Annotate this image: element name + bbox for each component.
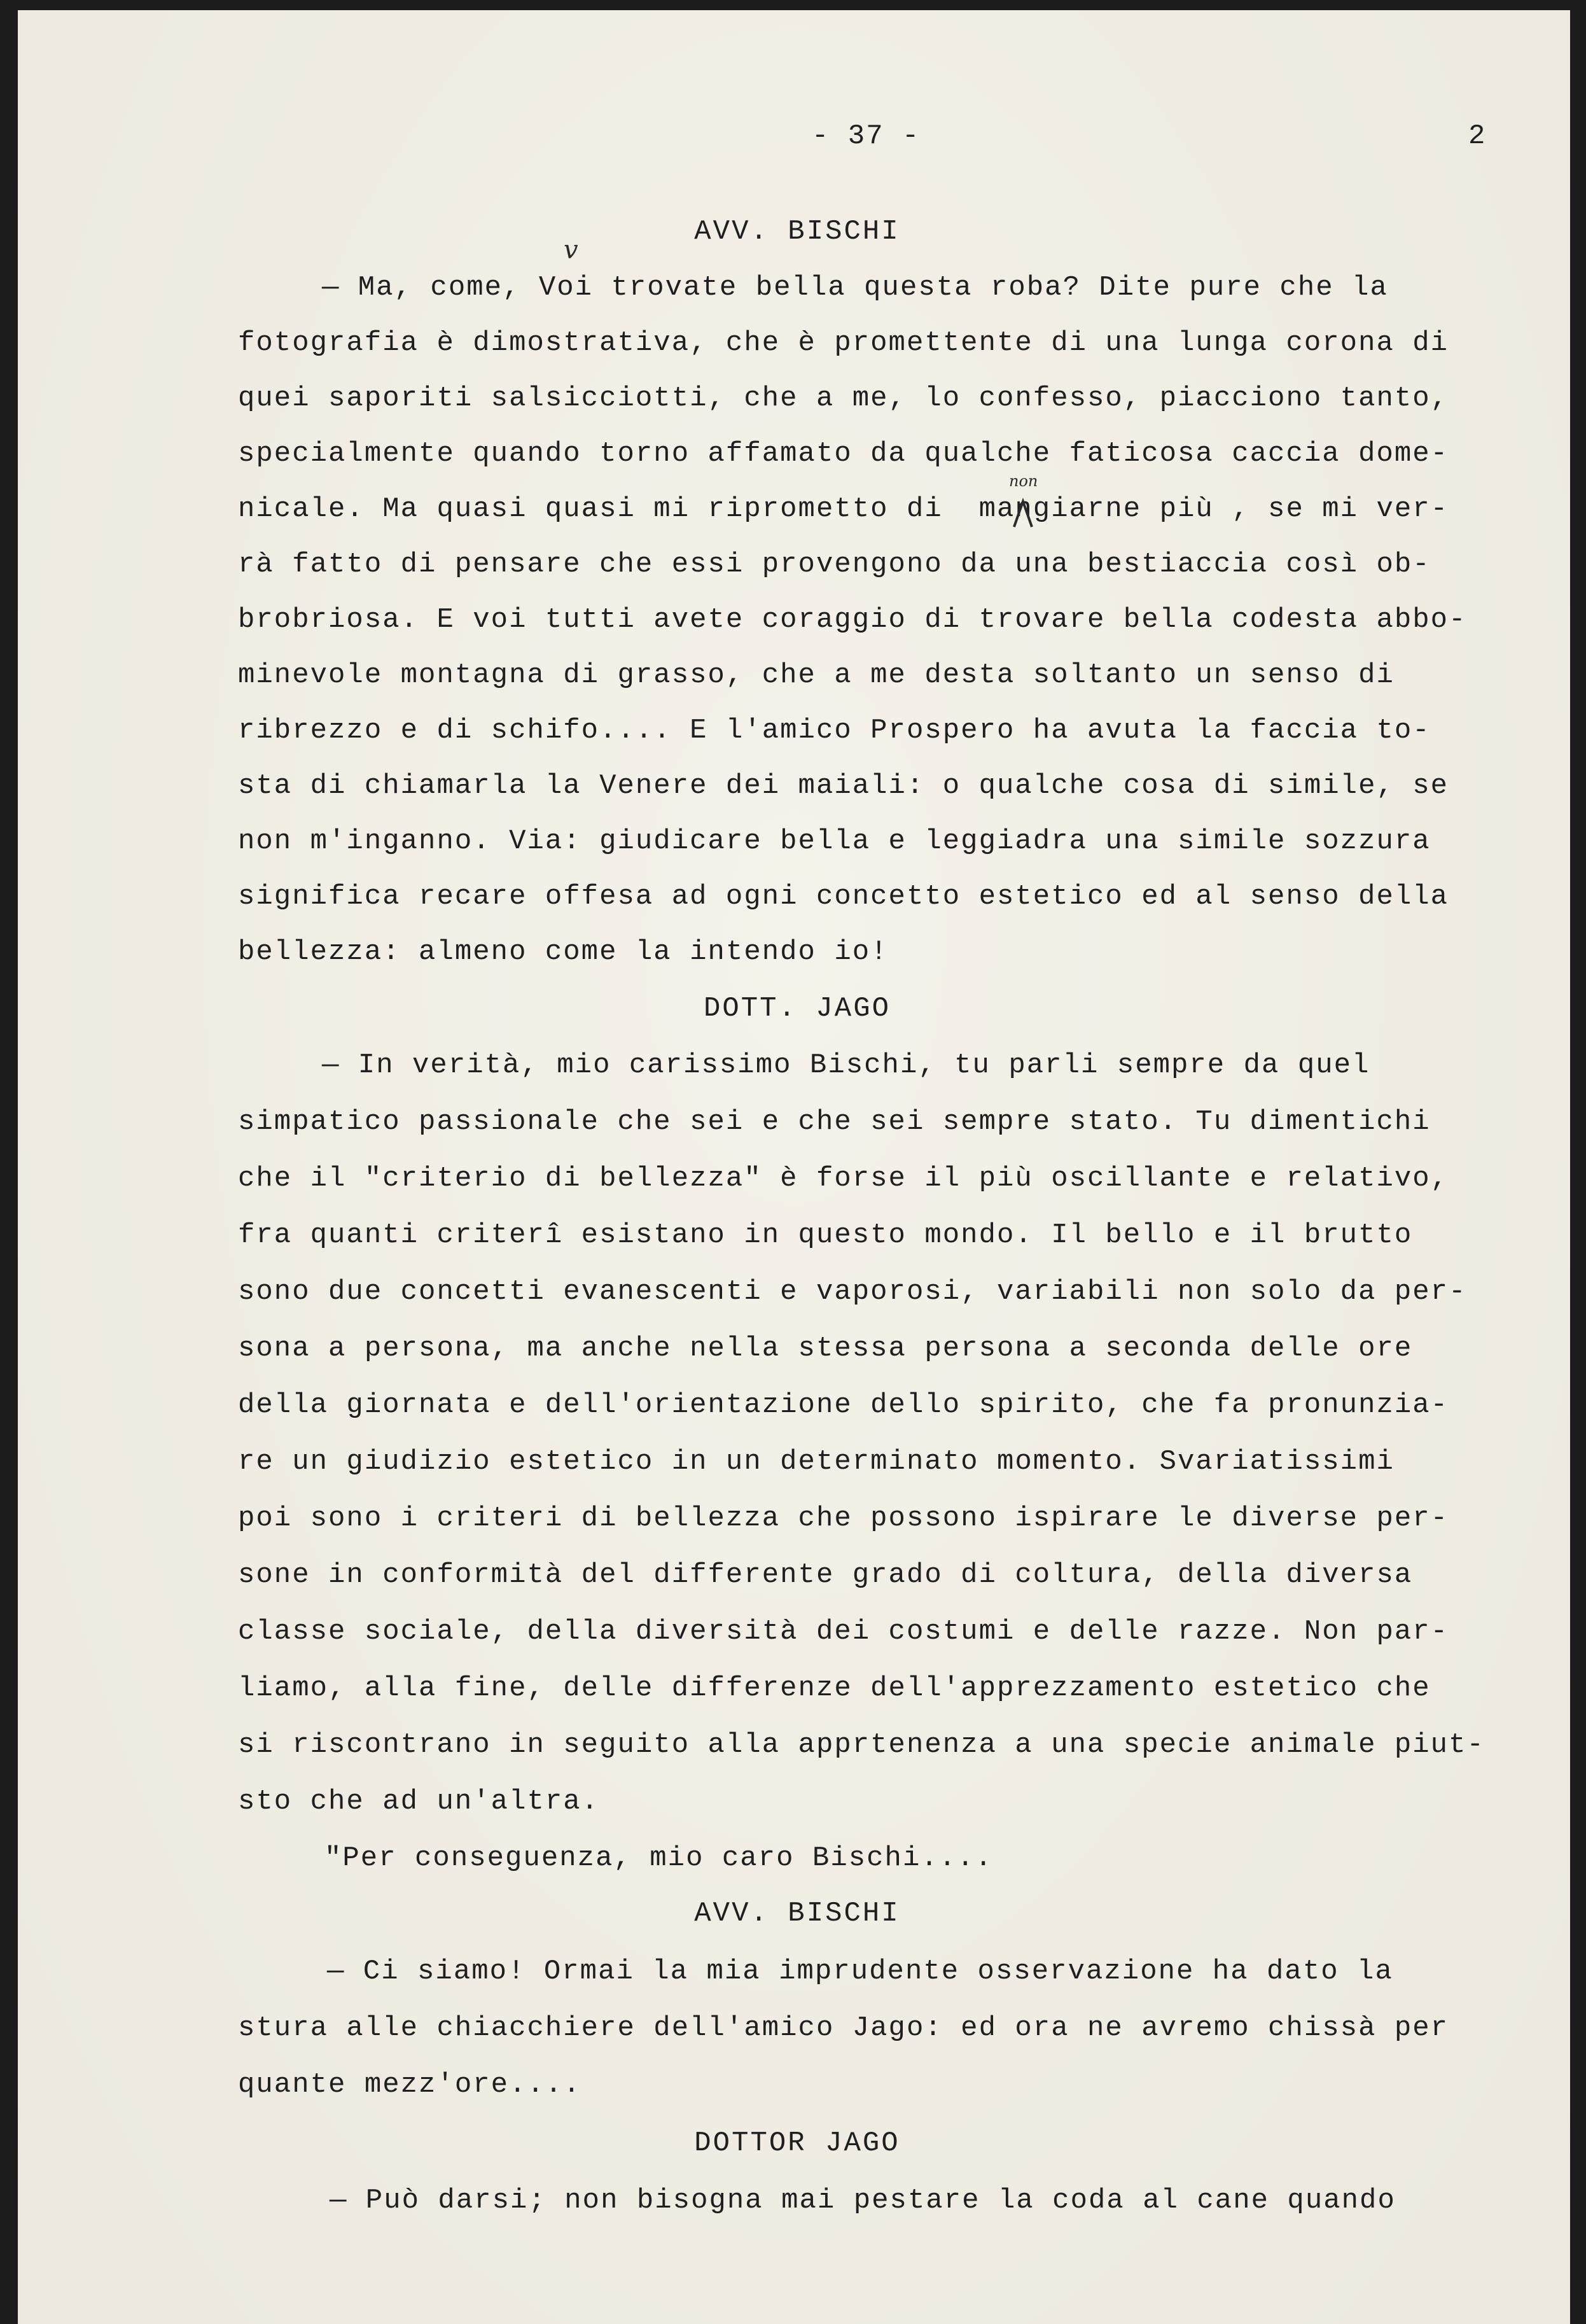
speaker-heading: DOTTOR JAGO [694, 2127, 900, 2159]
text-line: significa recare offesa ad ogni concetto estetico ed al senso della [238, 881, 1449, 913]
handwritten-insertion-non: non [1009, 472, 1038, 490]
text-line: sto che ad un'altra. [238, 1786, 600, 1817]
text-line: fotografia è dimostrativa, che è promettente di una lunga corona di [238, 327, 1449, 359]
text-line: fra quanti criterî esistano in questo mondo. Il bello e il brutto [238, 1219, 1413, 1251]
text-line: re un giudizio estetico in un determinato momento. Svariatissimi [238, 1446, 1395, 1478]
text-line: sona a persona, ma anche nella stessa persona a seconda delle ore [238, 1333, 1413, 1364]
text-line: specialmente quando torno affamato da qualche faticosa caccia dome- [238, 438, 1449, 470]
text-line: rà fatto di pensare che essi provengono da una bestiaccia così ob- [238, 549, 1431, 580]
typewritten-page [18, 10, 1570, 2324]
text-line: della giornata e dell'orientazione dello spirito, che fa pronunzia- [238, 1389, 1449, 1421]
text-line: bellezza: almeno come la intendo io! [238, 936, 889, 968]
text-line: quante mezz'ore.... [238, 2069, 581, 2101]
text-line: che il "criterio di bellezza" è forse il più oscillante e relativo, [238, 1163, 1449, 1194]
speaker-heading: AVV. BISCHI [694, 1898, 900, 1929]
text-line: sono due concetti evanescenti e vaporosi, variabili non solo da per- [238, 1276, 1467, 1308]
text-line: minevole montagna di grasso, che a me desta soltanto un senso di [238, 659, 1395, 691]
text-line: poi sono i criteri di bellezza che possono ispirare le diverse per- [238, 1502, 1449, 1534]
text-line: "Per conseguenza, mio caro Bischi.... [324, 1842, 993, 1874]
text-line: — Ci siamo! Ormai la mia imprudente osservazione ha dato la [327, 1956, 1393, 1987]
text-line: — Può darsi; non bisogna mai pestare la coda al cane quando [330, 2185, 1396, 2216]
text-line: classe sociale, della diversità dei costumi e delle razze. Non par- [238, 1616, 1449, 1648]
speaker-heading: AVV. BISCHI [694, 216, 900, 248]
text-line: brobriosa. E voi tutti avete coraggio di trovare bella codesta abbo- [238, 604, 1467, 636]
text-line: liamo, alla fine, delle differenze dell'apprezzamento estetico che [238, 1672, 1431, 1704]
insertion-caret-mark [1012, 496, 1034, 529]
handwritten-correction-v: v [564, 235, 578, 265]
text-line: — Ma, come, Voi trovate bella questa roba? Dite pure che la [322, 272, 1388, 304]
text-line: ribrezzo e di schifo.... E l'amico Prospero ha avuta la faccia to- [238, 715, 1431, 746]
text-line: quei saporiti salsicciotti, che a me, lo confesso, piacciono tanto, [238, 382, 1449, 414]
text-line: sone in conformità del differente grado di coltura, della diversa [238, 1559, 1413, 1591]
page-number: - 37 - [812, 120, 921, 152]
text-line: nicale. Ma quasi quasi mi riprometto di mangiarne più , se mi ver- [238, 493, 1449, 525]
text-line: si riscontrano in seguito alla apprtenenza a una specie animale piut- [238, 1729, 1485, 1761]
text-line: sta di chiamarla la Venere dei maiali: o qualche cosa di simile, se [238, 770, 1449, 802]
text-line: stura alle chiacchiere dell'amico Jago: ed ora ne avremo chissà per [238, 2012, 1449, 2044]
text-line: — In verità, mio carissimo Bischi, tu parli sempre da quel [322, 1049, 1370, 1081]
text-line: simpatico passionale che sei e che sei sempre stato. Tu dimentichi [238, 1106, 1431, 1138]
sheet-number: 2 [1468, 120, 1487, 152]
speaker-heading: DOTT. JAGO [703, 993, 891, 1025]
text-line: non m'inganno. Via: giudicare bella e leggiadra una simile sozzura [238, 825, 1431, 857]
